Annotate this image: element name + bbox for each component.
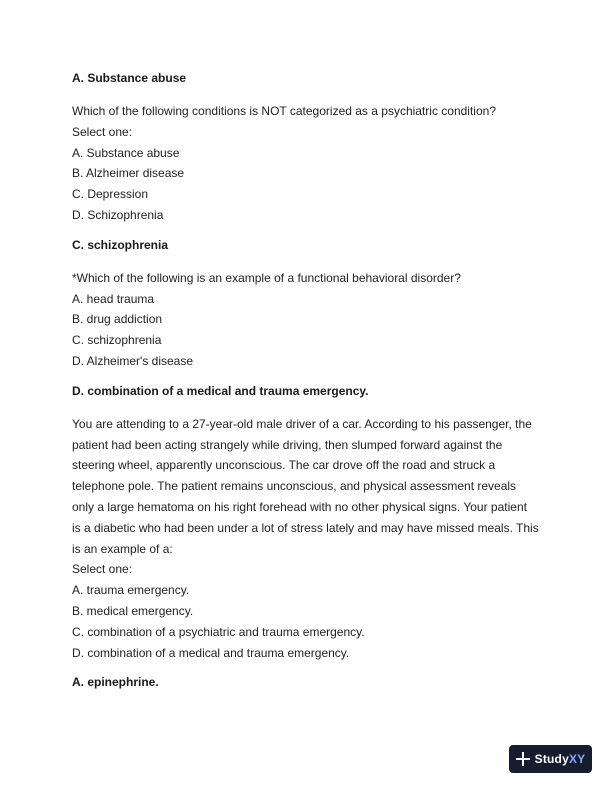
answer-heading: A. epinephrine.: [72, 675, 159, 690]
option-b: B. medical emergency.: [72, 603, 194, 618]
option-c: C. Depression: [72, 187, 149, 202]
option-a: A. head trauma: [72, 291, 155, 306]
question-text-line: telephone pole. The patient remains unconscious, and physical assessment reveals: [72, 479, 517, 494]
plus-icon: [516, 752, 530, 766]
question-text-line: only a large hematoma on his right forehead with no other physical signs. Your patient: [72, 499, 527, 514]
option-c: C. schizophrenia: [72, 333, 162, 348]
option-b: B. drug addiction: [72, 312, 163, 327]
studyxy-badge[interactable]: [509, 745, 592, 773]
option-d: D. combination of a medical and trauma emergency.: [72, 645, 350, 660]
question-text-line: is an example of a:: [72, 541, 173, 556]
question-text-line: You are attending to a 27-year-old male driver of a car. According to his passenger, the: [72, 416, 532, 431]
brand-accent: XY: [568, 752, 586, 766]
brand-logo-text: [535, 752, 586, 766]
question-text-line: steering wheel, apparently unconscious. The car drove off the road and struck a: [72, 458, 496, 473]
option-c: C. combination of a psychiatric and trauma emergency.: [72, 624, 365, 639]
question-text: Which of the following conditions is NOT categorized as a psychiatric condition?: [72, 104, 496, 118]
answer-heading: C. schizophrenia: [72, 237, 169, 252]
answer-heading: D. combination of a medical and trauma emergency.: [72, 383, 369, 398]
brand-main: Study: [534, 752, 569, 766]
answer-heading: A. Substance abuse: [72, 71, 187, 85]
option-a: A. trauma emergency.: [72, 583, 190, 598]
select-one-label: Select one:: [72, 562, 133, 577]
question-text: *Which of the following is an example of a functional behavioral disorder?: [72, 270, 461, 285]
question-text-line: is a diabetic who had been under a lot of stress lately and may have missed meals. This: [72, 520, 539, 535]
option-b: B. Alzheimer disease: [72, 166, 185, 181]
option-d: D. Alzheimer's disease: [72, 353, 194, 368]
question-text-line: patient had been acting strangely while driving, then slumped forward against the: [72, 437, 503, 452]
option-d: D. Schizophrenia: [72, 207, 164, 222]
document-page: [72, 68, 552, 692]
select-one-label: Select one:: [72, 124, 133, 139]
option-a: A. Substance abuse: [72, 145, 180, 160]
